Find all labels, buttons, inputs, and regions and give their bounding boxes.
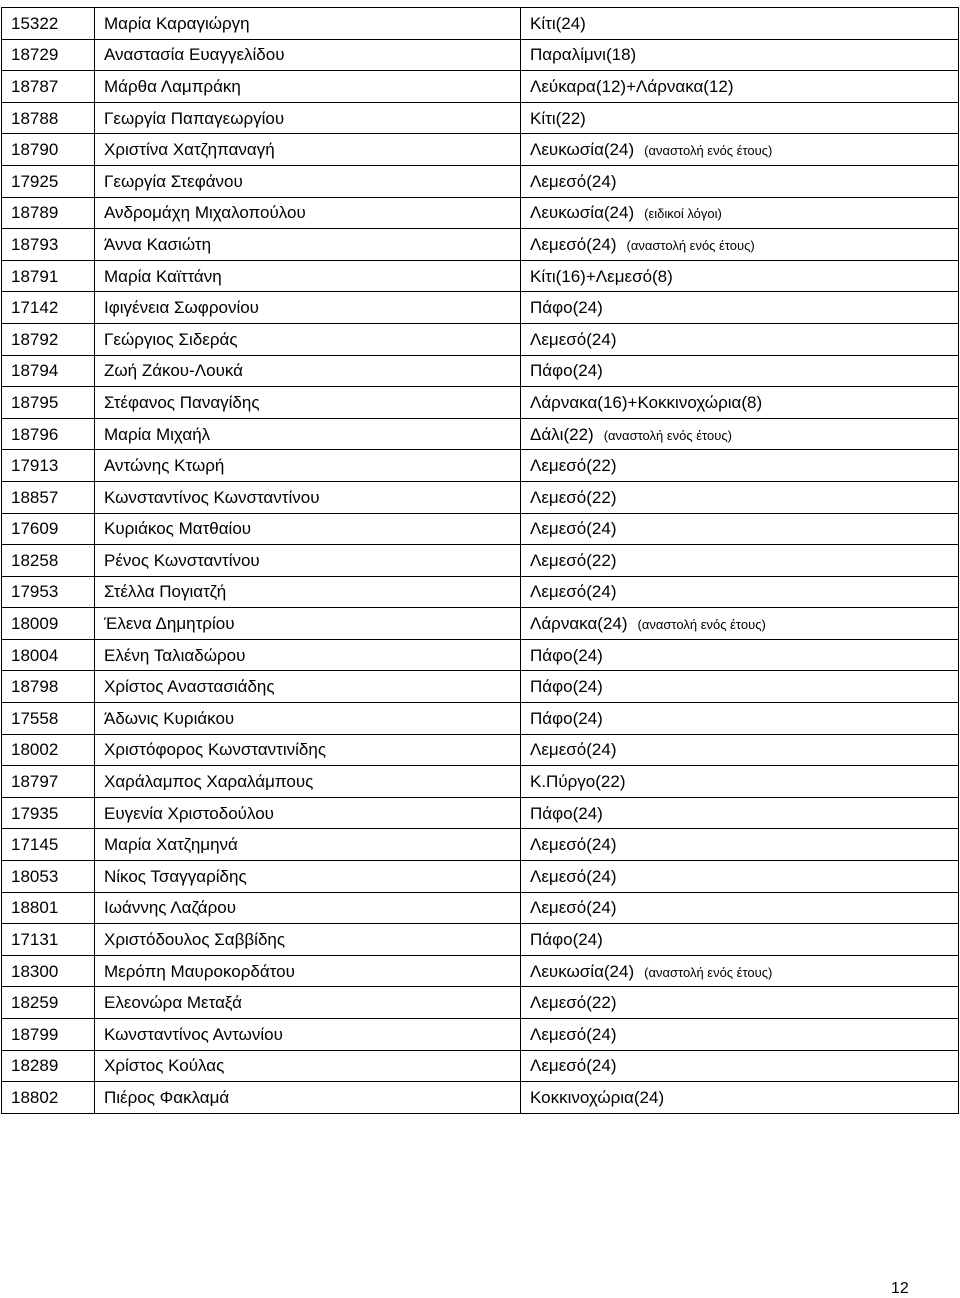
placement-location: Λεμεσό(24) [530, 835, 617, 855]
table-row [2, 545, 959, 577]
table-row [2, 134, 959, 166]
record-id-cell: 17145 [2, 829, 95, 861]
record-id-cell: 18258 [2, 545, 95, 577]
record-id-cell: 17935 [2, 797, 95, 829]
table-row [2, 797, 959, 829]
person-name-cell: Ανδρομάχη Μιχαλοπούλου [95, 197, 521, 229]
placement-location: Λεμεσό(22) [530, 487, 617, 507]
placement-location: Λεμεσό(24) [530, 740, 617, 760]
table-row [2, 355, 959, 387]
placement-cell [521, 387, 959, 419]
placement-location: Λάρνακα(24) [530, 614, 628, 634]
placement-cell [521, 39, 959, 71]
record-id-cell: 18799 [2, 1019, 95, 1051]
record-id-cell: 18787 [2, 71, 95, 103]
person-name-cell: Νίκος Τσαγγαρίδης [95, 861, 521, 893]
placement-location: Λεμεσό(24) [530, 898, 617, 918]
table-row [2, 102, 959, 134]
record-id-cell: 18002 [2, 734, 95, 766]
placement-location: Λευκωσία(24) [530, 140, 635, 160]
placement-cell [521, 134, 959, 166]
placement-cell [521, 323, 959, 355]
person-name-cell: Ρένος Κωνσταντίνου [95, 545, 521, 577]
record-id-cell: 17913 [2, 450, 95, 482]
placement-cell [521, 545, 959, 577]
table-row [2, 229, 959, 261]
placement-location: Λεμεσό(24) [530, 329, 617, 349]
person-name-cell: Ιφιγένεια Σωφρονίου [95, 292, 521, 324]
placement-location: Κίτι(16)+Λεμεσό(8) [530, 266, 673, 286]
record-id-cell: 18789 [2, 197, 95, 229]
record-id-cell: 17953 [2, 576, 95, 608]
record-id-cell: 18792 [2, 323, 95, 355]
person-name-cell: Χριστόφορος Κωνσταντινίδης [95, 734, 521, 766]
placement-location: Λεμεσό(24) [530, 171, 617, 191]
placement-cell [521, 703, 959, 735]
table-row [2, 481, 959, 513]
table-row [2, 292, 959, 324]
person-name-cell: Μαρία Καϊττάνη [95, 260, 521, 292]
placement-cell [521, 450, 959, 482]
record-id-cell: 18004 [2, 639, 95, 671]
placement-location: Κίτι(24) [530, 13, 586, 33]
record-id-cell: 18802 [2, 1082, 95, 1114]
placement-location: Κίτι(22) [530, 108, 586, 128]
record-id-cell: 17558 [2, 703, 95, 735]
record-id-cell: 18729 [2, 39, 95, 71]
record-id-cell: 18796 [2, 418, 95, 450]
person-name-cell: Ελεονώρα Μεταξά [95, 987, 521, 1019]
table-row [2, 861, 959, 893]
person-name-cell: Πιέρος Φακλαμά [95, 1082, 521, 1114]
placement-cell [521, 229, 959, 261]
placement-cell [521, 418, 959, 450]
placement-location: Πάφο(24) [530, 930, 603, 950]
placement-location: Λευκωσία(24) [530, 961, 635, 981]
table-row [2, 1050, 959, 1082]
person-name-cell: Αναστασία Ευαγγελίδου [95, 39, 521, 71]
person-name-cell: Μαρία Καραγιώργη [95, 8, 521, 40]
placement-location: Πάφο(24) [530, 803, 603, 823]
placement-location: Λεύκαρα(12)+Λάρνακα(12) [530, 76, 734, 96]
person-name-cell: Στέλλα Πογιατζή [95, 576, 521, 608]
record-id-cell: 18259 [2, 987, 95, 1019]
placement-cell [521, 829, 959, 861]
placement-cell [521, 892, 959, 924]
person-name-cell: Ευγενία Χριστοδούλου [95, 797, 521, 829]
table-row [2, 165, 959, 197]
person-name-cell: Άννα Κασιώτη [95, 229, 521, 261]
table-row [2, 671, 959, 703]
placement-location: Δάλι(22) [530, 424, 594, 444]
placement-cell [521, 165, 959, 197]
record-id-cell: 15322 [2, 8, 95, 40]
placement-location: Κ.Πύργο(22) [530, 772, 626, 792]
person-name-cell: Κωνσταντίνος Αντωνίου [95, 1019, 521, 1051]
record-id-cell: 18009 [2, 608, 95, 640]
table-row [2, 576, 959, 608]
placement-cell [521, 766, 959, 798]
person-name-cell: Αντώνης Κτωρή [95, 450, 521, 482]
table-row [2, 703, 959, 735]
placement-cell [521, 355, 959, 387]
placement-location: Κοκκινοχώρια(24) [530, 1087, 665, 1107]
placement-note: (αναστολή ενός έτους) [644, 143, 773, 159]
table-row [2, 734, 959, 766]
person-name-cell: Ελένη Ταλιαδώρου [95, 639, 521, 671]
record-id-cell: 18791 [2, 260, 95, 292]
placement-cell [521, 608, 959, 640]
person-name-cell: Γεώργιος Σιδεράς [95, 323, 521, 355]
placement-cell [521, 797, 959, 829]
placement-location: Λευκωσία(24) [530, 203, 635, 223]
placement-location: Πάφο(24) [530, 645, 603, 665]
placement-location: Λάρνακα(16)+Κοκκινοχώρια(8) [530, 392, 763, 412]
table-row [2, 8, 959, 40]
record-id-cell: 18788 [2, 102, 95, 134]
placement-note: (αναστολή ενός έτους) [637, 617, 766, 633]
record-id-cell: 18795 [2, 387, 95, 419]
table-row [2, 71, 959, 103]
placement-location: Λεμεσό(24) [530, 866, 617, 886]
placement-cell [521, 861, 959, 893]
placement-location: Πάφο(24) [530, 708, 603, 728]
placement-cell [521, 71, 959, 103]
record-id-cell: 18790 [2, 134, 95, 166]
placement-location: Πάφο(24) [530, 361, 603, 381]
person-name-cell: Μαρία Μιχαήλ [95, 418, 521, 450]
placement-cell [521, 197, 959, 229]
table-row [2, 955, 959, 987]
table-row [2, 987, 959, 1019]
placement-cell [521, 1050, 959, 1082]
person-name-cell: Μαρία Χατζημηνά [95, 829, 521, 861]
record-id-cell: 18857 [2, 481, 95, 513]
record-id-cell: 18289 [2, 1050, 95, 1082]
placement-note: (αναστολή ενός έτους) [644, 964, 773, 980]
person-name-cell: Χρίστος Κούλας [95, 1050, 521, 1082]
person-name-cell: Χαράλαμπος Χαραλάμπους [95, 766, 521, 798]
person-name-cell: Χριστόδουλος Σαββίδης [95, 924, 521, 956]
table-row [2, 1019, 959, 1051]
person-name-cell: Στέφανος Παναγίδης [95, 387, 521, 419]
record-id-cell: 18794 [2, 355, 95, 387]
placement-cell [521, 734, 959, 766]
placement-cell [521, 8, 959, 40]
table-row [2, 513, 959, 545]
placement-location: Λεμεσό(22) [530, 993, 617, 1013]
placement-cell [521, 292, 959, 324]
table-row [2, 323, 959, 355]
record-id-cell: 18798 [2, 671, 95, 703]
placement-table [1, 7, 959, 1114]
table-row [2, 924, 959, 956]
record-id-cell: 17609 [2, 513, 95, 545]
placement-cell [521, 576, 959, 608]
placement-cell [521, 1082, 959, 1114]
placement-location: Λεμεσό(24) [530, 234, 617, 254]
table-row [2, 892, 959, 924]
placement-note: (αναστολή ενός έτους) [626, 237, 755, 253]
placement-location: Λεμεσό(22) [530, 550, 617, 570]
placement-cell [521, 102, 959, 134]
placement-cell [521, 513, 959, 545]
record-id-cell: 17142 [2, 292, 95, 324]
person-name-cell: Γεωργία Παπαγεωργίου [95, 102, 521, 134]
person-name-cell: Έλενα Δημητρίου [95, 608, 521, 640]
placement-cell [521, 924, 959, 956]
placement-location: Πάφο(24) [530, 298, 603, 318]
person-name-cell: Χρίστος Αναστασιάδης [95, 671, 521, 703]
placement-location: Λεμεσό(24) [530, 1056, 617, 1076]
table-row [2, 387, 959, 419]
placement-cell [521, 1019, 959, 1051]
table-row [2, 39, 959, 71]
table-row [2, 1082, 959, 1114]
person-name-cell: Ζωή Ζάκου-Λουκά [95, 355, 521, 387]
person-name-cell: Κωνσταντίνος Κωνσταντίνου [95, 481, 521, 513]
placement-note: (αναστολή ενός έτους) [603, 427, 732, 443]
table-row [2, 197, 959, 229]
person-name-cell: Άδωνις Κυριάκου [95, 703, 521, 735]
placement-cell [521, 639, 959, 671]
person-name-cell: Μερόπη Μαυροκορδάτου [95, 955, 521, 987]
person-name-cell: Ιωάννης Λαζάρου [95, 892, 521, 924]
table-row [2, 450, 959, 482]
record-id-cell: 17131 [2, 924, 95, 956]
person-name-cell: Κυριάκος Ματθαίου [95, 513, 521, 545]
table-row [2, 829, 959, 861]
placement-location: Λεμεσό(22) [530, 456, 617, 476]
placement-cell [521, 955, 959, 987]
table-row [2, 418, 959, 450]
placement-cell [521, 671, 959, 703]
record-id-cell: 18797 [2, 766, 95, 798]
person-name-cell: Μάρθα Λαμπράκη [95, 71, 521, 103]
table-row [2, 608, 959, 640]
record-id-cell: 18300 [2, 955, 95, 987]
record-id-cell: 18793 [2, 229, 95, 261]
placement-location: Λεμεσό(24) [530, 582, 617, 602]
placement-location: Πάφο(24) [530, 677, 603, 697]
table-row [2, 766, 959, 798]
person-name-cell: Γεωργία Στεφάνου [95, 165, 521, 197]
placement-location: Λεμεσό(24) [530, 519, 617, 539]
table-body [2, 8, 959, 1114]
person-name-cell: Χριστίνα Χατζηπαναγή [95, 134, 521, 166]
placement-location: Παραλίμνι(18) [530, 45, 637, 65]
record-id-cell: 18053 [2, 861, 95, 893]
placement-cell [521, 481, 959, 513]
table-row [2, 260, 959, 292]
record-id-cell: 18801 [2, 892, 95, 924]
placement-cell [521, 260, 959, 292]
placement-cell [521, 987, 959, 1019]
table-row [2, 639, 959, 671]
placement-note: (ειδικοί λόγοι) [644, 206, 722, 222]
record-id-cell: 17925 [2, 165, 95, 197]
placement-location: Λεμεσό(24) [530, 1024, 617, 1044]
page-number: 12 [891, 1280, 909, 1297]
